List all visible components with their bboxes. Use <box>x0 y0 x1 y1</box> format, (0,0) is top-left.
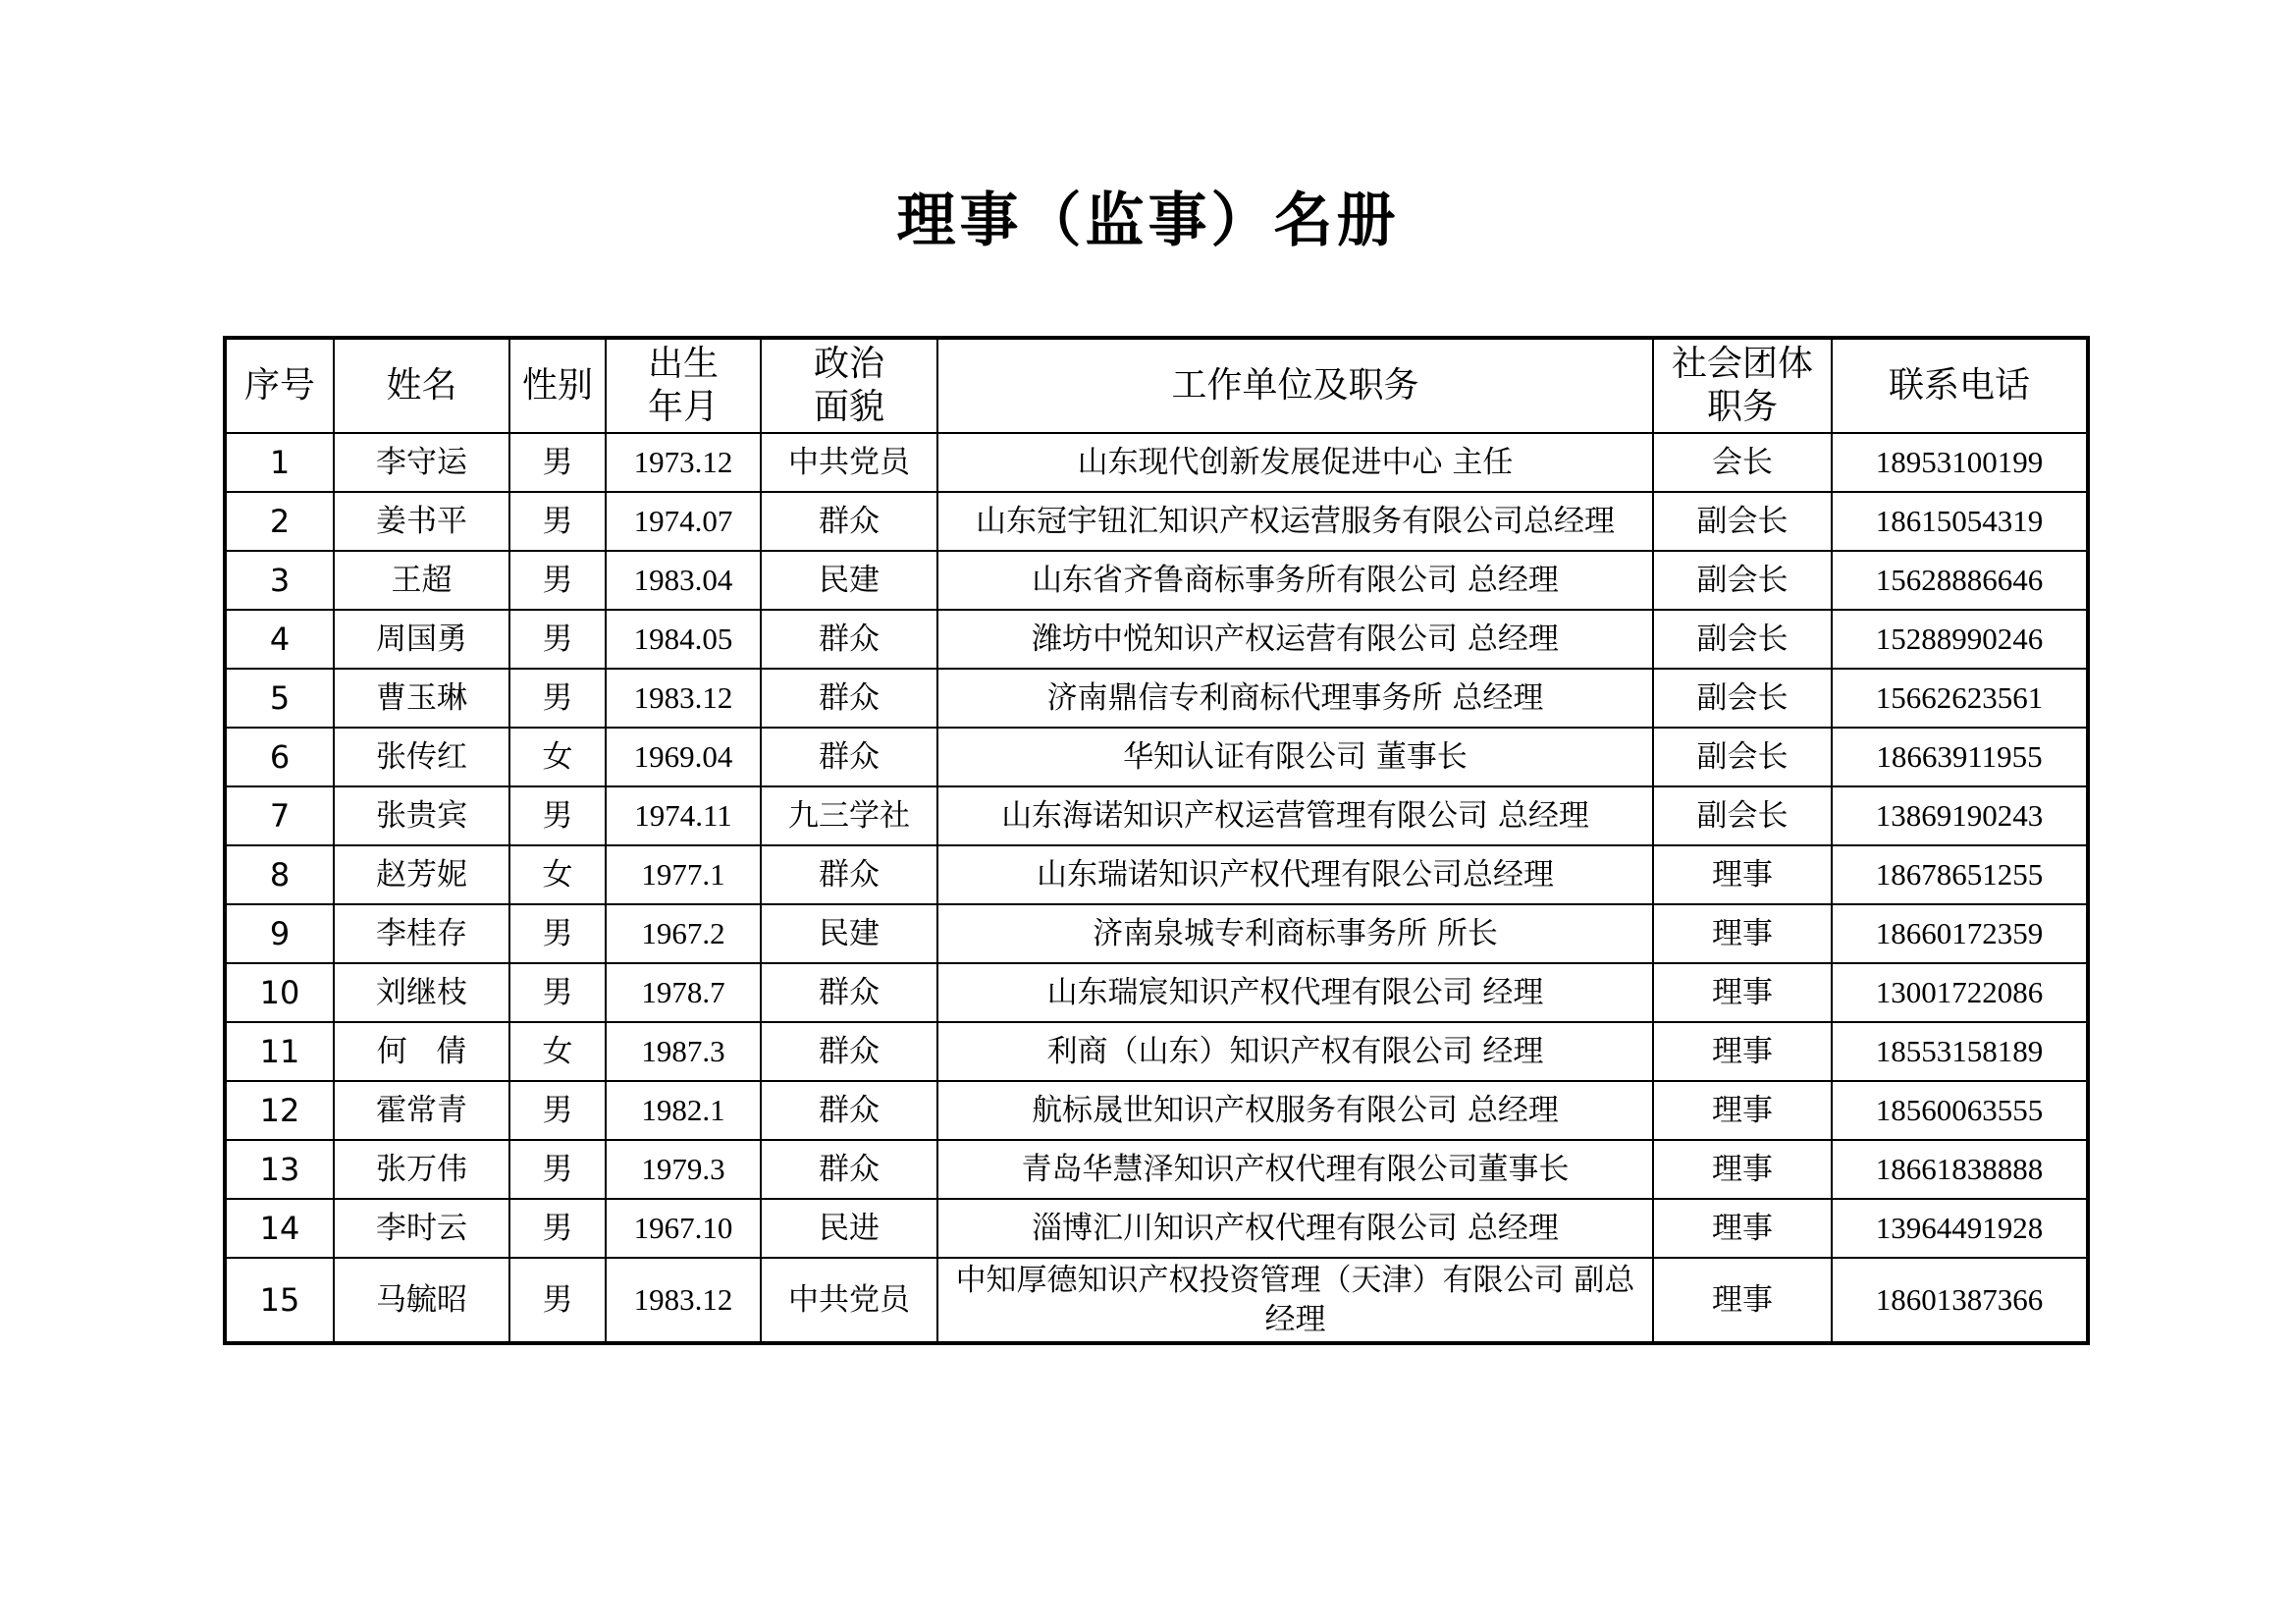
cell-birth: 1983.12 <box>606 1258 761 1343</box>
header-name: 姓名 <box>334 338 509 433</box>
cell-political: 民建 <box>761 904 937 963</box>
cell-birth: 1974.07 <box>606 492 761 551</box>
cell-name: 周国勇 <box>334 610 509 669</box>
cell-position: 副会长 <box>1653 610 1832 669</box>
cell-employer: 华知认证有限公司 董事长 <box>937 728 1653 786</box>
cell-seq: 14 <box>225 1199 334 1258</box>
cell-birth: 1983.12 <box>606 669 761 728</box>
cell-seq: 3 <box>225 551 334 610</box>
cell-birth: 1979.3 <box>606 1140 761 1199</box>
cell-phone: 13001722086 <box>1832 963 2088 1022</box>
cell-name: 马毓昭 <box>334 1258 509 1343</box>
cell-birth: 1973.12 <box>606 433 761 492</box>
page-title: 理事（监事）名册 <box>896 187 1400 255</box>
cell-seq: 6 <box>225 728 334 786</box>
cell-birth: 1984.05 <box>606 610 761 669</box>
table-row <box>225 1081 2088 1140</box>
header-gender: 性别 <box>509 338 606 433</box>
cell-gender: 男 <box>509 786 606 845</box>
table-row <box>225 728 2088 786</box>
cell-birth: 1978.7 <box>606 963 761 1022</box>
cell-position: 副会长 <box>1653 492 1832 551</box>
cell-name: 李守运 <box>334 433 509 492</box>
cell-political: 群众 <box>761 1022 937 1081</box>
cell-political: 九三学社 <box>761 786 937 845</box>
cell-seq: 4 <box>225 610 334 669</box>
cell-gender: 男 <box>509 1081 606 1140</box>
table-row <box>225 433 2088 492</box>
cell-political: 群众 <box>761 492 937 551</box>
header-political <box>761 338 937 433</box>
cell-political: 群众 <box>761 1081 937 1140</box>
roster-table <box>223 336 2090 1345</box>
header-birth <box>606 338 761 433</box>
cell-employer: 山东省齐鲁商标事务所有限公司 总经理 <box>937 551 1653 610</box>
cell-seq: 1 <box>225 433 334 492</box>
cell-gender: 男 <box>509 1258 606 1343</box>
cell-seq: 11 <box>225 1022 334 1081</box>
table-row <box>225 786 2088 845</box>
cell-position: 理事 <box>1653 963 1832 1022</box>
cell-name: 王超 <box>334 551 509 610</box>
cell-phone: 13869190243 <box>1832 786 2088 845</box>
table-header-row <box>225 338 2088 433</box>
table-row <box>225 492 2088 551</box>
cell-political: 民建 <box>761 551 937 610</box>
header-birth-line1: 出生 <box>647 344 719 384</box>
cell-position: 理事 <box>1653 1258 1832 1343</box>
cell-phone: 18553158189 <box>1832 1022 2088 1081</box>
cell-gender: 男 <box>509 610 606 669</box>
cell-phone: 18601387366 <box>1832 1258 2088 1343</box>
cell-name: 赵芳妮 <box>334 845 509 904</box>
cell-political: 群众 <box>761 963 937 1022</box>
cell-name: 张传红 <box>334 728 509 786</box>
cell-employer: 利商（山东）知识产权有限公司 经理 <box>937 1022 1653 1081</box>
cell-gender: 男 <box>509 1199 606 1258</box>
cell-position: 理事 <box>1653 1199 1832 1258</box>
cell-seq: 7 <box>225 786 334 845</box>
cell-position: 理事 <box>1653 904 1832 963</box>
cell-name: 姜书平 <box>334 492 509 551</box>
cell-employer: 济南泉城专利商标事务所 所长 <box>937 904 1653 963</box>
cell-birth: 1987.3 <box>606 1022 761 1081</box>
cell-phone: 15628886646 <box>1832 551 2088 610</box>
cell-seq: 12 <box>225 1081 334 1140</box>
cell-birth: 1974.11 <box>606 786 761 845</box>
header-political-line1: 政治 <box>813 344 884 384</box>
cell-name: 曹玉琳 <box>334 669 509 728</box>
cell-birth: 1982.1 <box>606 1081 761 1140</box>
cell-seq: 15 <box>225 1258 334 1343</box>
cell-seq: 5 <box>225 669 334 728</box>
cell-position: 副会长 <box>1653 551 1832 610</box>
cell-seq: 13 <box>225 1140 334 1199</box>
cell-gender: 男 <box>509 904 606 963</box>
cell-position: 副会长 <box>1653 786 1832 845</box>
cell-position: 副会长 <box>1653 669 1832 728</box>
cell-employer: 青岛华慧泽知识产权代理有限公司董事长 <box>937 1140 1653 1199</box>
cell-seq: 8 <box>225 845 334 904</box>
cell-name: 张贵宾 <box>334 786 509 845</box>
cell-employer: 济南鼎信专利商标代理事务所 总经理 <box>937 669 1653 728</box>
cell-position: 副会长 <box>1653 728 1832 786</box>
cell-employer: 中知厚德知识产权投资管理（天津）有限公司 副总经理 <box>937 1258 1653 1343</box>
table-row <box>225 669 2088 728</box>
cell-employer: 淄博汇川知识产权代理有限公司 总经理 <box>937 1199 1653 1258</box>
cell-phone: 18678651255 <box>1832 845 2088 904</box>
cell-position: 理事 <box>1653 845 1832 904</box>
table-row <box>225 904 2088 963</box>
cell-name: 李时云 <box>334 1199 509 1258</box>
cell-birth: 1967.2 <box>606 904 761 963</box>
cell-political: 中共党员 <box>761 1258 937 1343</box>
cell-name: 霍常青 <box>334 1081 509 1140</box>
cell-name: 刘继枝 <box>334 963 509 1022</box>
header-position-line1: 社会团体 <box>1671 344 1813 384</box>
cell-phone: 15662623561 <box>1832 669 2088 728</box>
cell-birth: 1967.10 <box>606 1199 761 1258</box>
cell-name: 何 倩 <box>334 1022 509 1081</box>
cell-name: 李桂存 <box>334 904 509 963</box>
header-seq: 序号 <box>225 338 334 433</box>
cell-gender: 男 <box>509 1140 606 1199</box>
cell-phone: 13964491928 <box>1832 1199 2088 1258</box>
cell-gender: 男 <box>509 551 606 610</box>
cell-birth: 1977.1 <box>606 845 761 904</box>
cell-gender: 男 <box>509 433 606 492</box>
cell-phone: 18953100199 <box>1832 433 2088 492</box>
cell-gender: 男 <box>509 492 606 551</box>
cell-seq: 9 <box>225 904 334 963</box>
cell-gender: 女 <box>509 728 606 786</box>
cell-phone: 18660172359 <box>1832 904 2088 963</box>
cell-political: 群众 <box>761 845 937 904</box>
table-row <box>225 1140 2088 1199</box>
cell-phone: 15288990246 <box>1832 610 2088 669</box>
cell-political: 群众 <box>761 610 937 669</box>
table-row <box>225 551 2088 610</box>
cell-employer: 航标晟世知识产权服务有限公司 总经理 <box>937 1081 1653 1140</box>
header-position <box>1653 338 1832 433</box>
header-birth-line2: 年月 <box>647 387 719 427</box>
cell-political: 民进 <box>761 1199 937 1258</box>
table-row <box>225 845 2088 904</box>
cell-position: 理事 <box>1653 1140 1832 1199</box>
cell-position: 会长 <box>1653 433 1832 492</box>
table-row <box>225 1258 2088 1343</box>
cell-phone: 18560063555 <box>1832 1081 2088 1140</box>
cell-employer: 山东冠宇钮汇知识产权运营服务有限公司总经理 <box>937 492 1653 551</box>
cell-employer: 山东瑞宸知识产权代理有限公司 经理 <box>937 963 1653 1022</box>
cell-phone: 18663911955 <box>1832 728 2088 786</box>
table-row <box>225 1199 2088 1258</box>
cell-phone: 18661838888 <box>1832 1140 2088 1199</box>
cell-employer: 山东海诺知识产权运营管理有限公司 总经理 <box>937 786 1653 845</box>
table-row <box>225 963 2088 1022</box>
cell-gender: 男 <box>509 963 606 1022</box>
cell-gender: 男 <box>509 669 606 728</box>
cell-employer: 山东瑞诺知识产权代理有限公司总经理 <box>937 845 1653 904</box>
cell-seq: 2 <box>225 492 334 551</box>
header-phone: 联系电话 <box>1832 338 2088 433</box>
cell-political: 群众 <box>761 669 937 728</box>
cell-position: 理事 <box>1653 1022 1832 1081</box>
cell-birth: 1983.04 <box>606 551 761 610</box>
header-employer: 工作单位及职务 <box>937 338 1653 433</box>
table-row <box>225 1022 2088 1081</box>
cell-name: 张万伟 <box>334 1140 509 1199</box>
table-row <box>225 610 2088 669</box>
cell-gender: 女 <box>509 845 606 904</box>
cell-seq: 10 <box>225 963 334 1022</box>
cell-employer: 潍坊中悦知识产权运营有限公司 总经理 <box>937 610 1653 669</box>
cell-phone: 18615054319 <box>1832 492 2088 551</box>
header-position-line2: 职务 <box>1706 387 1778 427</box>
cell-political: 群众 <box>761 1140 937 1199</box>
cell-birth: 1969.04 <box>606 728 761 786</box>
cell-political: 群众 <box>761 728 937 786</box>
cell-political: 中共党员 <box>761 433 937 492</box>
cell-gender: 女 <box>509 1022 606 1081</box>
cell-position: 理事 <box>1653 1081 1832 1140</box>
header-political-line2: 面貌 <box>813 387 884 427</box>
cell-employer: 山东现代创新发展促进中心 主任 <box>937 433 1653 492</box>
